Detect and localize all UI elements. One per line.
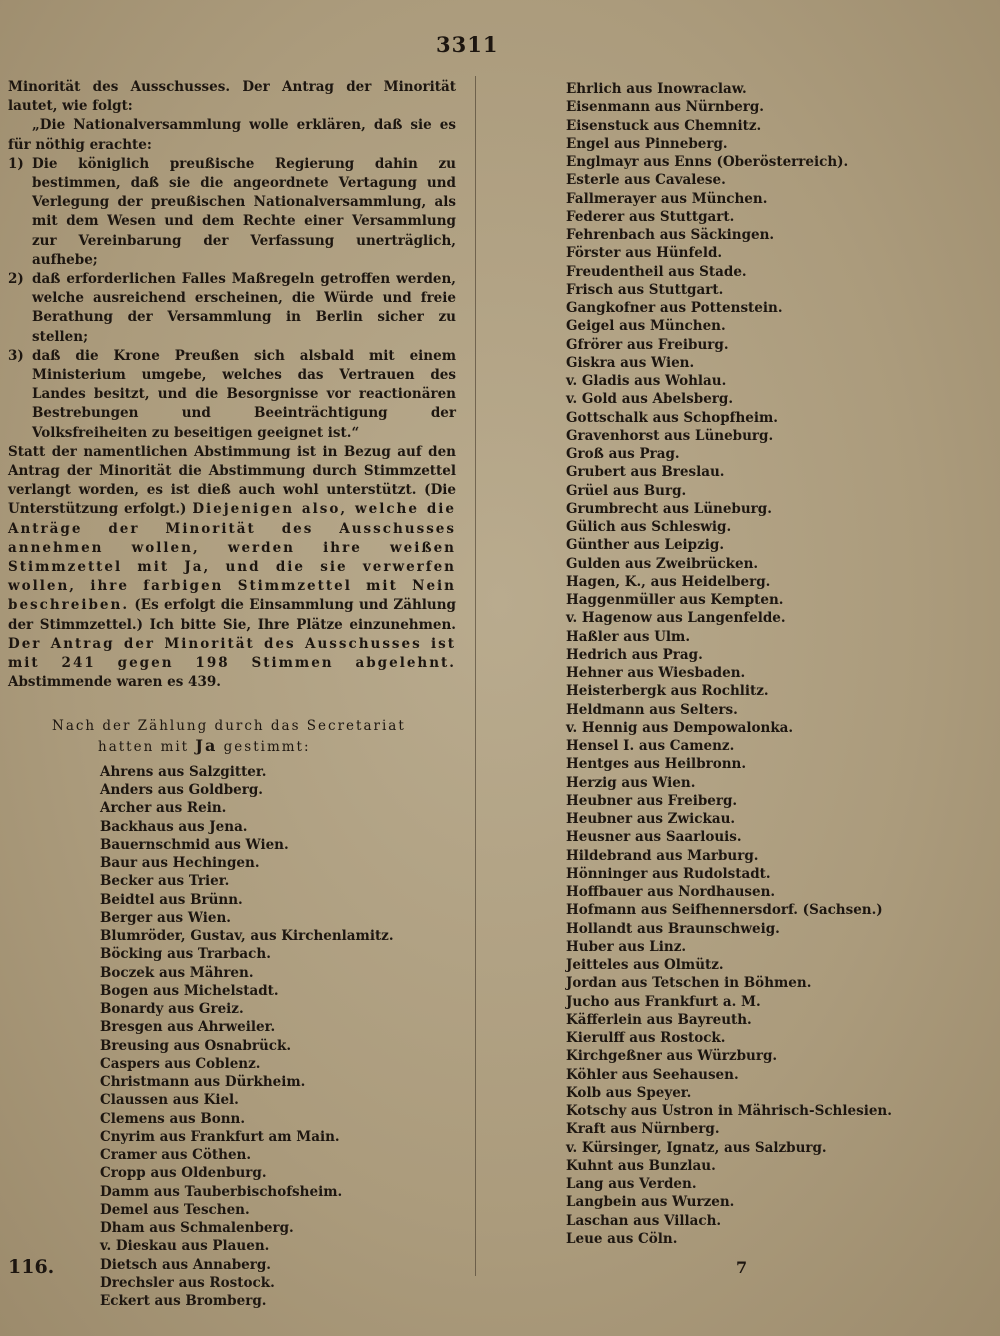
deputy-entry: Jucho aus Frankfurt a. M. <box>566 993 761 1010</box>
deputy-entry: Bauernschmid aus Wien. <box>100 836 289 853</box>
deputy-entry: Anders aus Goldberg. <box>100 782 263 799</box>
deputy-entry: Ahrens aus Salzgitter. <box>100 763 267 780</box>
vote-total: Abstimmende waren es 439. <box>8 674 221 691</box>
motion-item-text: daß die Krone Preußen sich alsbald mit einem Ministerium umgebe, welches das Vertrauen des Landes besitzt, und die Besorgnisse vor reactionären Bestrebungen und Beeinträchtigung der Volksfreiheiten zu beseitigen geeignet ist.“ <box>32 347 456 441</box>
deputy-entry: Jordan aus Tetschen in Böhmen. <box>566 975 812 992</box>
deputy-entry: Bonardy aus Greiz. <box>100 1001 244 1018</box>
deputy-entry: Fallmerayer aus München. <box>566 190 768 207</box>
deputy-entry: Damm aus Tauberbischofsheim. <box>100 1183 343 1200</box>
deputy-entry: Hedrich aus Prag. <box>566 646 703 663</box>
deputy-entry: Berger aus Wien. <box>100 909 231 926</box>
deputy-entry: Cramer aus Cöthen. <box>100 1147 252 1164</box>
deputy-entry: v. Gold aus Abelsberg. <box>566 391 734 408</box>
deputy-entry: Cropp aus Oldenburg. <box>100 1165 267 1182</box>
deputy-entry: v. Dieskau aus Plauen. <box>100 1238 270 1255</box>
deputy-entry: Heldmann aus Selters. <box>566 701 738 718</box>
deputy-entry: Dietsch aus Annaberg. <box>100 1256 271 1273</box>
procedure-emphasis: Diejenigen also, welche die Anträge der Minorität des Ausschusses annehmen wollen, werden ihre weißen Stimmzettel mit Ja, und die sie verwerfen wollen, ihre farbigen Stimmzettel mit Nein beschreiben. <box>8 501 456 614</box>
deputy-entry: Breusing aus Osnabrück. <box>100 1037 292 1054</box>
page-number: 3311 <box>436 32 499 57</box>
column-divider <box>475 76 476 1276</box>
deputy-entry: Köhler aus Seehausen. <box>566 1066 739 1083</box>
deputy-entry: Gottschalk aus Schopfheim. <box>566 409 778 426</box>
tally-ja: Ja <box>195 735 218 755</box>
deputy-entry: Archer aus Rein. <box>100 800 227 817</box>
tally-heading-2 <box>8 736 456 757</box>
motion-item-text: Die königlich preußische Regierung dahin zu bestimmen, daß sie die angeordnete Vertagung und Verlegung der preußischen Nationalversammlung, als mit dem Wesen und dem Rechte einer Versammlung zur Vereinbarung der Verfassung unerträglich, aufhebe; <box>32 155 456 268</box>
motion-item-number: 1) <box>8 155 24 172</box>
deputy-entry: Caspers aus Coblenz. <box>100 1055 261 1072</box>
deputy-entry: Herzig aus Wien. <box>566 774 696 791</box>
deputy-entry: Grüel aus Burg. <box>566 482 687 499</box>
deputy-entry: v. Hagenow aus Langenfelde. <box>566 610 786 627</box>
deputy-entry: Bogen aus Michelstadt. <box>100 982 279 999</box>
deputy-entry: Cnyrim aus Frankfurt am Main. <box>100 1128 340 1145</box>
tally-post: gestimmt: <box>223 738 311 755</box>
deputy-entry: Hoffbauer aus Nordhausen. <box>566 884 776 900</box>
deputy-entry: Bresgen aus Ahrweiler. <box>100 1019 276 1036</box>
deputy-entry: Drechsler aus Rostock. <box>100 1274 275 1291</box>
deputy-entry: Eisenmann aus Nürnberg. <box>566 99 765 116</box>
deputy-entry: Engel aus Pinneberg. <box>566 135 728 152</box>
deputy-entry: Claussen aus Kiel. <box>100 1092 239 1109</box>
deputy-entry: Jeitteles aus Olmütz. <box>566 957 724 973</box>
deputy-entry: Esterle aus Cavalese. <box>566 172 726 189</box>
deputy-entry: Haggenmüller aus Kempten. <box>566 592 784 608</box>
motion-item <box>8 270 456 347</box>
deputy-entry: Lang aus Verden. <box>566 1176 697 1192</box>
deputy-entry: Huber aus Linz. <box>566 938 687 955</box>
deputy-entry: Heisterbergk aus Rochlitz. <box>566 683 769 700</box>
deputy-entry: Blumröder, Gustav, aus Kirchenlamitz. <box>100 928 394 945</box>
deputy-entry: Gravenhorst aus Lüneburg. <box>566 427 774 444</box>
deputy-entry: Heubner aus Freiberg. <box>566 792 738 809</box>
deputy-entry: Freudentheil aus Stade. <box>566 263 747 280</box>
deputy-entry: Baur aus Hechingen. <box>100 855 260 872</box>
deputy-entry: Kolb aus Speyer. <box>566 1084 692 1101</box>
procedure-text: Statt der namentlichen Abstimmung ist in Bezug auf den Antrag der Minorität die Abstimmung durch Stimmzettel verlangt worden, es ist dieß auch wohl unterstützt. (Die Unterstützung erfolgt.) <box>8 443 456 518</box>
deputy-entry: Laschan aus Villach. <box>566 1212 722 1229</box>
deputy-entry: Dham aus Schmalenberg. <box>100 1220 294 1237</box>
procedure-text-2: (Es erfolgt die Einsammlung und Zählung der Stimmzettel.) Ich bitte Sie, Ihre Plätze einzunehmen. <box>8 597 456 633</box>
deputy-entry: Leue aus Cöln. <box>566 1230 678 1247</box>
deputy-entry: Hehner aus Wiesbaden. <box>566 665 746 681</box>
right-column <box>566 80 996 1248</box>
deputy-entry: Englmayr aus Enns (Oberösterreich). <box>566 154 849 170</box>
deputy-entry: Gangkofner aus Pottenstein. <box>566 300 783 316</box>
deputy-entry: Haßler aus Ulm. <box>566 628 691 645</box>
deputy-entry: Günther aus Leipzig. <box>566 537 725 554</box>
deputy-entry: Geigel aus München. <box>566 318 726 335</box>
motion-lead: „Die Nationalversammlung wolle erklären, daß sie es für nöthig erachte: <box>8 117 456 153</box>
deputy-entry: Ehrlich aus Inowraclaw. <box>566 81 747 97</box>
deputy-entry: Heusner aus Saarlouis. <box>566 829 742 846</box>
deputy-entry: Hildebrand aus Marburg. <box>566 847 759 864</box>
vote-result: Der Antrag der Minorität des Ausschusses ist mit 241 gegen 198 Stimmen abgelehnt. <box>8 635 456 672</box>
motion-item-number: 2) <box>8 271 24 288</box>
tally-heading: Nach der Zählung durch das Secretariat <box>52 717 406 734</box>
deputy-entry: Kirchgeßner aus Würzburg. <box>566 1048 778 1065</box>
deputy-entry: Christmann aus Dürkheim. <box>100 1074 306 1091</box>
motion-item-number: 3) <box>8 347 24 364</box>
deputy-entry: Hensel I. aus Camenz. <box>566 738 735 754</box>
deputy-entry: v. Hennig aus Dempowalonka. <box>566 719 794 736</box>
signature-mark: 116. <box>8 1256 55 1278</box>
deputy-entry: v. Gladis aus Wohlau. <box>566 373 727 389</box>
motion-item <box>8 347 456 443</box>
name-list-left <box>8 763 456 1311</box>
deputy-entry: Backhaus aus Jena. <box>100 818 248 835</box>
intro-paragraph: Minorität des Ausschusses. Der Antrag der Minorität lautet, wie folgt: <box>8 79 456 115</box>
deputy-entry: Kraft aus Nürnberg. <box>566 1121 720 1138</box>
deputy-entry: Federer aus Stuttgart. <box>566 208 735 225</box>
deputy-entry: Böcking aus Trarbach. <box>100 946 271 963</box>
deputy-entry: Eckert aus Bromberg. <box>100 1293 267 1310</box>
deputy-entry: Giskra aus Wien. <box>566 354 695 371</box>
deputy-entry: Frisch aus Stuttgart. <box>566 281 724 298</box>
deputy-entry: Hönninger aus Rudolstadt. <box>566 865 771 882</box>
deputy-entry: Grubert aus Breslau. <box>566 464 725 481</box>
deputy-entry: Kuhnt aus Bunzlau. <box>566 1157 716 1174</box>
deputy-entry: Hagen, K., aus Heidelberg. <box>566 573 771 590</box>
deputy-entry: Heubner aus Zwickau. <box>566 811 736 827</box>
deputy-entry: Hollandt aus Braunschweig. <box>566 920 780 937</box>
deputy-entry: Kotschy aus Ustron in Mährisch-Schlesien. <box>566 1103 892 1119</box>
deputy-entry: Förster aus Hünfeld. <box>566 245 723 262</box>
signature-number: 7 <box>736 1258 748 1277</box>
deputy-entry: Gulden aus Zweibrücken. <box>566 555 759 572</box>
deputy-entry: Käfferlein aus Bayreuth. <box>566 1011 752 1028</box>
name-list-right <box>566 80 996 1248</box>
deputy-entry: Demel aus Teschen. <box>100 1201 250 1218</box>
deputy-entry: Kierulff aus Rostock. <box>566 1030 726 1046</box>
deputy-entry: Hentges aus Heilbronn. <box>566 756 747 773</box>
deputy-entry: Fehrenbach aus Säckingen. <box>566 227 775 243</box>
deputy-entry: Boczek aus Mähren. <box>100 964 254 981</box>
deputy-entry: Clemens aus Bonn. <box>100 1110 246 1127</box>
left-column <box>8 78 456 1310</box>
deputy-entry: Groß aus Prag. <box>566 446 680 462</box>
motion-item-text: daß erforderlichen Falles Maßregeln getroffen werden, welche ausreichend erscheinen, die Würde und freie Berathung der Versammlung in Berlin sicher zu stellen; <box>32 271 456 345</box>
deputy-entry: Eisenstuck aus Chemnitz. <box>566 117 762 134</box>
motion-item <box>8 155 456 270</box>
deputy-entry: Langbein aus Wurzen. <box>566 1194 735 1211</box>
deputy-entry: Becker aus Trier. <box>100 873 230 890</box>
deputy-entry: v. Kürsinger, Ignatz, aus Salzburg. <box>566 1139 827 1156</box>
deputy-entry: Grumbrecht aus Lüneburg. <box>566 500 772 517</box>
deputy-entry: Gülich aus Schleswig. <box>566 519 732 535</box>
deputy-entry: Hofmann aus Seifhennersdorf. (Sachsen.) <box>566 902 883 919</box>
tally-pre: hatten mit <box>98 738 190 755</box>
deputy-entry: Beidtel aus Brünn. <box>100 891 243 908</box>
deputy-entry: Gfrörer aus Freiburg. <box>566 336 729 353</box>
procedure-paragraph <box>8 443 456 693</box>
